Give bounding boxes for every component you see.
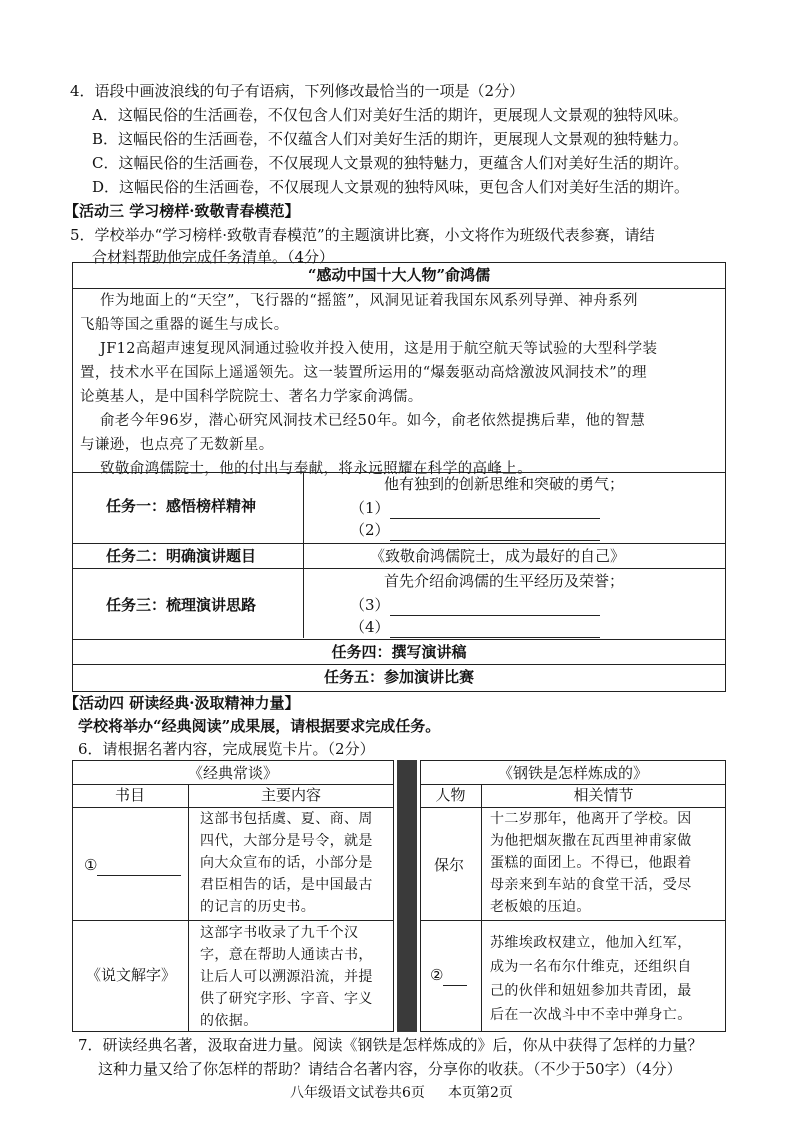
cell-text-line: 蛋糕的面团上。不得已，他跟着 [490,855,692,871]
cell-text-line: 成为一名布尔什维克，还组织自 [490,959,692,975]
task5-label: 任务五：参加演讲比赛 [323,668,474,686]
cell-text-line: 这部字书收录了九千个汉 [200,925,359,941]
right-row1-person: 保尔 [434,856,465,874]
q4-option-b: B．这幅民俗的生活画卷，不仅蕴含人们对美好生活的期许，更展现人文景观的独特魅力。 [92,130,689,148]
left-row2-book: 《说文解字》 [86,966,177,984]
task3-label: 任务三：梳理演讲思路 [106,596,257,614]
material-line-3: JF12高超声速复现风洞通过验收并投入使用，这是用于航空航天等试验的大型科学装 [100,341,658,357]
task1-given: 他有独到的创新思维和突破的勇气； [384,475,625,493]
cell-text-line: 十二岁那年，他离开了学校。因 [490,811,692,827]
right-row2-person[interactable] [430,964,467,986]
q5-line1: 5．学校举办“学习榜样·致敬青春模范”的主题演讲比赛，小文将作为班级代表参赛，请结 [70,226,655,244]
task1-blank-1-number: （1） [350,499,390,517]
task2-value: 《致敬俞鸿儒院士，成为最好的自己》 [370,547,626,565]
answer-blank[interactable] [390,522,600,541]
left-col-content: 主要内容 [260,786,321,804]
card-divider [397,760,417,1032]
cell-text-line: 向大众宣布的话，小部分是 [200,855,373,871]
task1-label: 任务一：感悟榜样精神 [106,497,257,515]
material-title: “感动中国十大人物”俞鸿儒 [307,266,491,284]
task4-label: 任务四：撰写演讲稿 [331,643,467,661]
material-line-6: 俞老今年96岁，潜心研究风洞技术已经50年。如今，俞老依然提携后辈，他的智慧 [100,413,646,429]
activity4-intro: 学校将举办“经典阅读”成果展，请根据要求完成任务。 [78,717,441,735]
cell-text-line: 的依据。 [200,1013,258,1029]
task3-blank-3-number: （3） [350,596,390,614]
answer-blank[interactable] [390,619,600,638]
material-line-5: 论奠基人，是中国科学院院士、著名力学家俞鸿儒。 [80,389,423,405]
cell-text-line: 苏维埃政权建立，他加入红军， [490,935,692,951]
cell-text-line: 这部书包括虞、夏、商、周 [200,811,373,827]
right-row2-number: ② [430,966,444,984]
cell-text-line: 字，意在帮助人通读古书， [200,947,373,963]
answer-blank[interactable] [390,597,600,616]
cell-text-line: 母亲来到车站的食堂干活，受尽 [490,877,692,893]
task1-blank-1[interactable] [350,497,600,519]
answer-blank[interactable] [390,500,600,519]
task3-blank-4-number: （4） [350,618,390,636]
cell-text-line: 老板娘的压迫。 [490,899,591,915]
cell-text-line: 供了研究字形、字音、字义 [200,991,373,1007]
right-col-person: 人物 [435,786,466,804]
q4-option-a: A．这幅民俗的生活画卷，不仅包含人们对美好生活的期许，更展现人文景观的独特风味。 [92,106,688,124]
q6-stem: 6．请根据名著内容，完成展览卡片。（2分） [78,740,375,758]
cell-text-line: 四代，大部分是号令，就是 [200,833,373,849]
right-col-plot: 相关情节 [573,786,634,804]
left-row1-book[interactable] [84,854,181,876]
q4-option-c: C．这幅民俗的生活画卷，不仅展现人文景观的独特魅力，更蕴含人们对美好生活的期许。 [92,154,689,172]
material-line-2: 飞船等国之重器的诞生与成长。 [80,317,289,333]
cell-text-line: 君臣相告的话，是中国最古 [200,877,373,893]
q5-line2: 合材料帮助他完成任务清单。（4分） [92,248,335,266]
material-line-7: 与谦逊，也点亮了无数新星。 [80,437,274,453]
footer-total-pages: 八年级语文试卷共6页 [290,1085,425,1101]
task1-blank-2-number: （2） [350,521,390,539]
activity4-heading: 【活动四 研读经典·汲取精神力量】 [64,694,300,712]
answer-blank[interactable] [443,967,467,986]
activity3-heading: 【活动三 学习榜样·致敬青春模范】 [64,202,300,220]
q4-option-d: D．这幅民俗的生活画卷，不仅展现人文景观的独特风味，更包含人们对美好生活的期许。 [92,178,690,196]
task2-label: 任务二：明确演讲题目 [106,547,257,565]
cell-text-line: 为他把烟灰撒在瓦西里神甫家做 [490,833,692,849]
left-card-title: 《经典常谈》 [187,764,278,782]
left-col-book: 书目 [114,786,145,804]
material-line-4: 置，技术水平在国际上遥遥领先。这一装置所运用的“爆轰驱动高焓激波风洞技术”的理 [80,365,647,381]
q7-line2: 这种力量又给了你怎样的帮助？请结合名著内容，分享你的收获。（不少于50字）（4分） [98,1060,682,1078]
task3-given: 首先介绍俞鸿儒的生平经历及荣誉； [384,572,625,590]
task3-blank-4[interactable] [350,616,600,638]
cell-text-line: 的记言的历史书。 [200,899,316,915]
answer-blank[interactable] [97,857,181,876]
cell-text-line: 让后人可以溯源沿流，并提 [200,969,373,985]
left-row1-number: ① [84,856,98,874]
cell-text-line: 己的伙伴和妞妞参加共青团，最 [490,983,692,999]
q4-stem: 4．语段中画波浪线的句子有语病，下列修改最恰当的一项是（2分） [70,82,525,100]
task1-blank-2[interactable] [350,519,600,541]
material-line-1: 作为地面上的“天空”，飞行器的“摇篮”，风洞见证着我国东风系列导弹、神舟系列 [100,293,638,309]
material-line-8: 致敬俞鸿儒院士，他的付出与奉献，将永远照耀在科学的高峰上。 [100,461,533,477]
footer-page-number: 本页第2页 [448,1085,513,1101]
cell-text-line: 后在一次战斗中不幸中弹身亡。 [490,1007,692,1023]
task3-blank-3[interactable] [350,594,600,616]
q7-line1: 7．研读经典名著，汲取奋进力量。阅读《钢铁是怎样炼成的》后，你从中获得了怎样的力量？ [78,1036,703,1054]
right-card-title: 《钢铁是怎样炼成的》 [497,764,648,782]
